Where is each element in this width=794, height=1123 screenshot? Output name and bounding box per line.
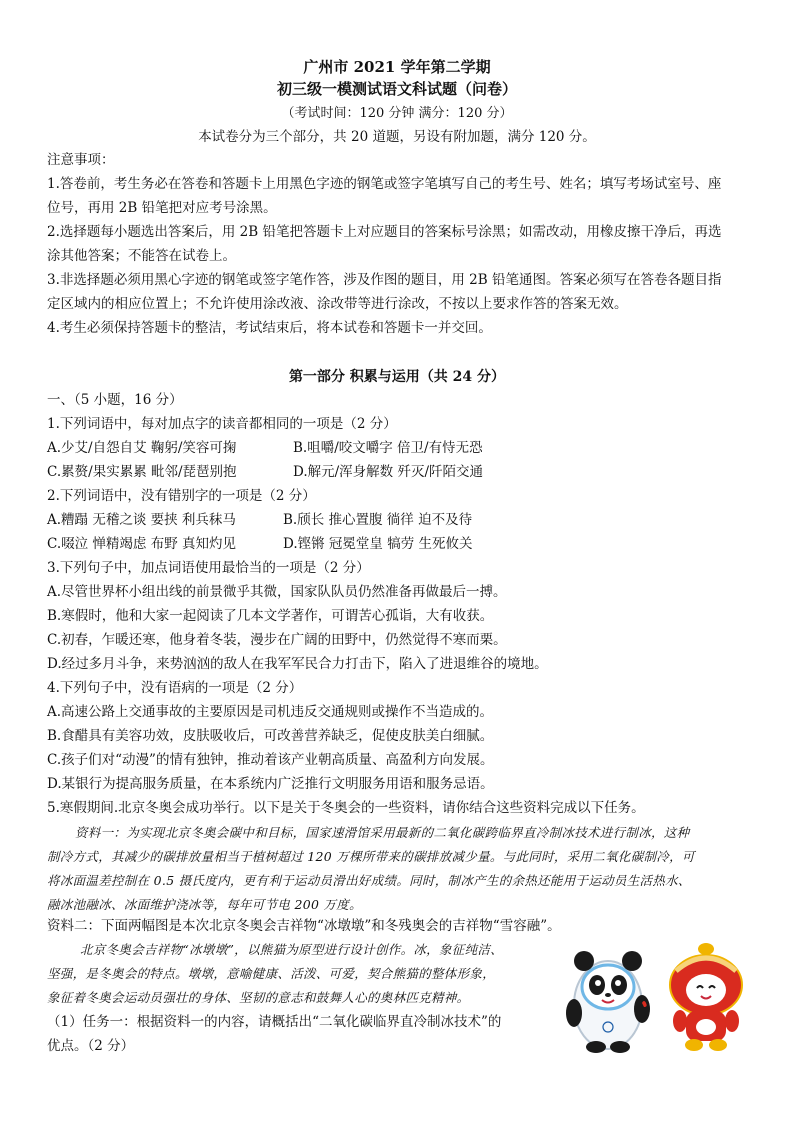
material1-line: 融冰池融冰、冰面维护浇冰等，每年可节电 200 万度。: [47, 897, 362, 912]
question-options-row: [47, 510, 472, 530]
note-line: 2.选择题每小题选出答案后，用 2B 铅笔把答题卡上对应题目的答案标号涂黑；如需改动，用橡皮擦干净后，再选: [47, 224, 722, 240]
question-stem: 3.下列句子中，加点词语使用最恰当的一项是（2 分）: [47, 560, 370, 576]
task1-line: 优点。（2 分）: [47, 1038, 135, 1054]
option-a: A.糟蹋 无稽之谈 要挟 利兵秣马: [47, 512, 236, 528]
exam-title-line1: 广州市 2021 学年第二学期: [303, 58, 491, 76]
option-b: B.咀嚼/咬文嚼字 倍卫/有恃无恐: [293, 440, 483, 456]
question-stem: 4.下列句子中，没有语病的一项是（2 分）: [47, 680, 303, 696]
question-options-row: [47, 534, 473, 554]
note-line: 位号，再用 2B 铅笔把对应考号涂黑。: [47, 200, 277, 216]
question-stem: 5.寒假期间.北京冬奥会成功举行。以下是关于冬奥会的一些资料，请你结合这些资料完成以下任务。: [47, 800, 645, 816]
shuey-rhon-rhon-mascot-icon: [670, 943, 742, 1051]
option-c: C.累赘/果实累累 毗邻/琵琶别抱: [47, 464, 237, 480]
note-line: 4.考生必须保持答题卡的整洁，考试结束后，将本试卷和答题卡一并交回。: [47, 320, 492, 336]
option-a: A.少艾/自怨自艾 鞠躬/笑容可掬: [47, 440, 237, 456]
option-d: D.铿锵 冠冕堂皇 犒劳 生死攸关: [283, 536, 473, 552]
question-stem: 2.下列词语中，没有错别字的一项是（2 分）: [47, 488, 316, 504]
paper-info: 本试卷分为三个部分，共 20 道题，另设有附加题，满分 120 分。: [198, 129, 596, 145]
part-heading: 一、（5 小题，16 分）: [47, 392, 183, 408]
material2-heading: 资料二：下面两幅图是本次北京冬奥会吉祥物“冰墩墩”和冬残奥会的吉祥物“雪容融”。: [47, 918, 561, 934]
option-c: C.初春，乍暖还寒，他身着冬装，漫步在广阔的田野中，仍然觉得不寒而栗。: [47, 632, 507, 648]
note-line: 定区域内的相应位置上；不允许使用涂改液、涂改带等进行涂改，不按以上要求作答的答案无效。: [47, 296, 628, 312]
note-line: 涂其他答案；不能答在试卷上。: [47, 248, 236, 264]
option-b: B.颀长 推心置腹 徜徉 迫不及待: [283, 512, 473, 528]
task1-line: （1）任务一：根据资料一的内容，请概括出“二氧化碳临界直冷制冰技术”的: [47, 1014, 502, 1030]
material1-line: 将冰面温差控制在 0.5 摄氏度内，更有利于运动员滑出好成绩。同时，制冰产生的余热还能用于运动员生活热水、: [47, 873, 691, 888]
note-line: 3.非选择题必须用黑心字迹的钢笔或签字笔作答，涉及作图的题目，用 2B 铅笔通图。答案必须写在答卷各题目指: [47, 272, 722, 288]
option-d: D.解元/浑身解数 歼灭/阡陌交通: [293, 464, 484, 480]
question-options-row: [47, 462, 483, 482]
option-c: C.啜泣 惮精竭虑 布野 真知灼见: [47, 536, 237, 552]
option-b: B.食醋具有美容功效，皮肤吸收后，可改善营养缺乏，促使皮肤美白细腻。: [47, 728, 494, 744]
option-d: D.经过多月斗争，来势汹汹的敌人在我军军民合力打击下，陷入了进退维谷的境地。: [47, 656, 548, 672]
exam-title-line2: 初三级一模测试语文科试题（问卷）: [276, 80, 517, 98]
question-stem: 1.下列词语中，每对加点字的读音都相同的一项是（2 分）: [47, 416, 397, 432]
option-b: B.寒假时，他和大家一起阅读了几本文学著作，可谓苦心孤诣，大有收获。: [47, 608, 494, 624]
material2-line: 坚强，是冬奥会的特点。墩墩，意喻健康、活泼、可爱，契合熊猫的整体形象，: [47, 966, 496, 981]
material1-line: 制冷方式，其减少的碳排放量相当于植树超过 120 万棵所带来的碳排放减少量。与此同时，采用二氧化碳制冷，可: [47, 849, 695, 864]
option-a: A.高速公路上交通事故的主要原因是司机违反交通规则或操作不当造成的。: [47, 704, 494, 720]
option-d: D.某银行为提高服务质量，在本系统内广泛推行文明服务用语和服务忌语。: [47, 776, 494, 792]
option-c: C.孩子们对“动漫”的情有独钟，推动着该产业朝高质量、高盈利方向发展。: [47, 752, 494, 768]
note-line: 1.答卷前，考生务必在答卷和答题卡上用黑色字迹的钢笔或签字笔填写自己的考生号、姓名；填写考场试室号、座: [47, 176, 722, 192]
mascots-svg: [556, 935, 756, 1055]
exam-time-info: （考试时间：120 分钟 满分：120 分）: [281, 106, 513, 121]
material2-line: 象征着冬奥会运动员强壮的身体、坚韧的意志和鼓舞人心的奥林匹克精神。: [47, 990, 470, 1005]
material2-line: 北京冬奥会吉祥物“冰墩墩”，以熊猫为原型进行设计创作。冰，象征纯洁、: [80, 942, 503, 957]
bing-dwen-dwen-mascot-icon: [566, 951, 650, 1053]
question-options-row: [47, 438, 483, 458]
notes-heading: 注意事项：: [47, 152, 115, 168]
mascots-illustration: [556, 935, 756, 1055]
section-title: 第一部分 积累与运用（共 24 分）: [288, 369, 506, 385]
material1-line: 资料一：为实现北京冬奥会碳中和目标，国家速滑馆采用最新的二氧化碳跨临界直冷制冰技术进行制冰，这种: [75, 825, 690, 840]
option-a: A.尽管世界杯小组出线的前景微乎其微，国家队队员仍然准备再做最后一搏。: [47, 584, 507, 600]
